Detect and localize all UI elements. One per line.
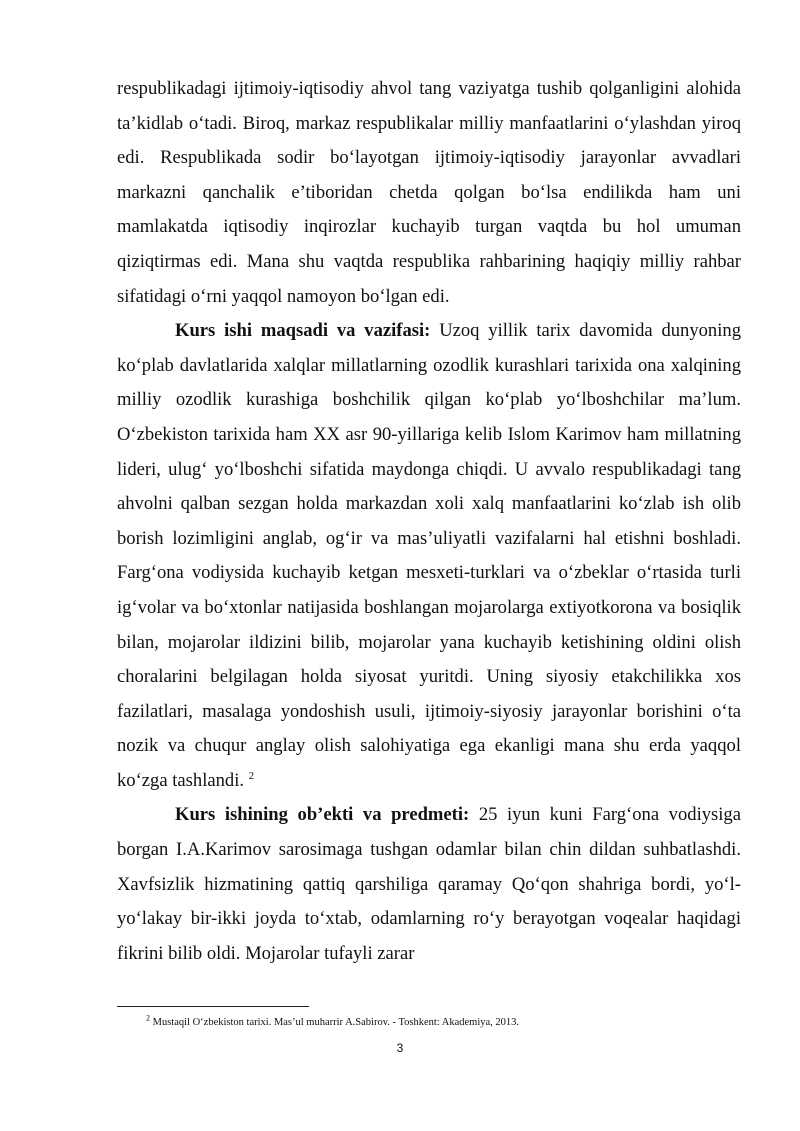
page-number: 3 <box>396 1041 404 1055</box>
goals-text: Uzoq yillik tarix davomida dunyoning ko‘plab davlatlarida xalqlar millatlarning ozodlik kurashlari tarixida ona xalqining milliy ozodlik kurashiga boshchilik qilgan ko‘plab yo‘lboshchilar ma’lum. O‘zbekiston tarixida ham XX asr 90-yillariga kelib Islom Karimov ham millatning lideri, ulug‘ yo‘lboshchi sifatida maydonga chiqdi. U avvalo respublikadagi tang ahvolni qalban sezgan holda markazdan xoli xalq manfaatlarini ko‘zlab ish olib borish lozimligini anglab, og‘ir va mas’uliyatli vazifalarni hal etishni boshladi. Farg‘ona vodiysida kuchayib ketgan mesxeti-turklari va o‘zbeklar o‘rtasida turli ig‘volar va bo‘xtonlar natijasida boshlangan mojarolarga extiyotkorona va bosiqlik bilan, mojarolar ildizini bilib, mojarolar yana kuchayib ketishining oldini olish choralarini belgilagan holda siyosat yuritdi. Uning siyosiy etakchilikka xos fazilatlari, masalaga yondoshish usuli, ijtimoiy-siyosiy jarayonlar borishini o‘ta nozik va chuqur anglay olish salohiyatiga ega ekanligi mana shu erda yaqqol ko‘zga tashlandi. <box>117 320 741 791</box>
document-body <box>117 72 741 971</box>
object-heading: Kurs ishining ob’ekti va predmeti: <box>175 804 470 826</box>
paragraph-goals <box>117 314 741 798</box>
footnote-number: 2 <box>146 1013 150 1023</box>
footnote <box>146 1013 520 1030</box>
object-text: 25 iyun kuni Farg‘ona vodiysiga borgan I.A.Karimov sarosimaga tushgan odamlar bilan chin dildan suhbatlashdi. Xavfsizlik hizmatining qattiq qarshiliga qaramay Qo‘qon shahriga bordi, yo‘l-yo‘lakay bir-ikki joyda to‘xtab, odamlarning ro‘y berayotgan voqealar haqidagi fikrini bilib oldi. Mojarolar tufayli zarar <box>117 804 741 964</box>
footnote-text: Mustaqil O‘zbekiston tarixi. Mas’ul muharrir A.Sabirov. - Toshkent: Akademiya, 2013. <box>150 1017 520 1028</box>
footnote-separator <box>117 1006 309 1007</box>
paragraph-intro <box>117 72 741 314</box>
paragraph-object <box>117 798 741 971</box>
goals-heading: Kurs ishi maqsadi va vazifasi: <box>175 320 431 342</box>
paragraph-intro-text: respublikadagi ijtimoiy-iqtisodiy ahvol tang vaziyatga tushib qolganligini alohida ta’kidlab o‘tadi. Biroq, markaz respublikalar milliy manfaatlarini o‘ylashdan yiroq edi. Respublikada sodir bo‘layotgan ijtimoiy-iqtisodiy jarayonlar avvadlari markazni qanchalik e’tiboridan chetda qolgan bo‘lsa endilikda ham uni mamlakatda iqtisodiy inqirozlar kuchayib turgan vaqtda bu hol umuman qiziqtirmas edi. Mana shu vaqtda respublika rahbarining haqiqiy milliy rahbar sifatidagi o‘rni yaqqol namoyon bo‘lgan edi. <box>117 78 741 307</box>
footnote-reference[interactable]: 2 <box>248 769 255 782</box>
